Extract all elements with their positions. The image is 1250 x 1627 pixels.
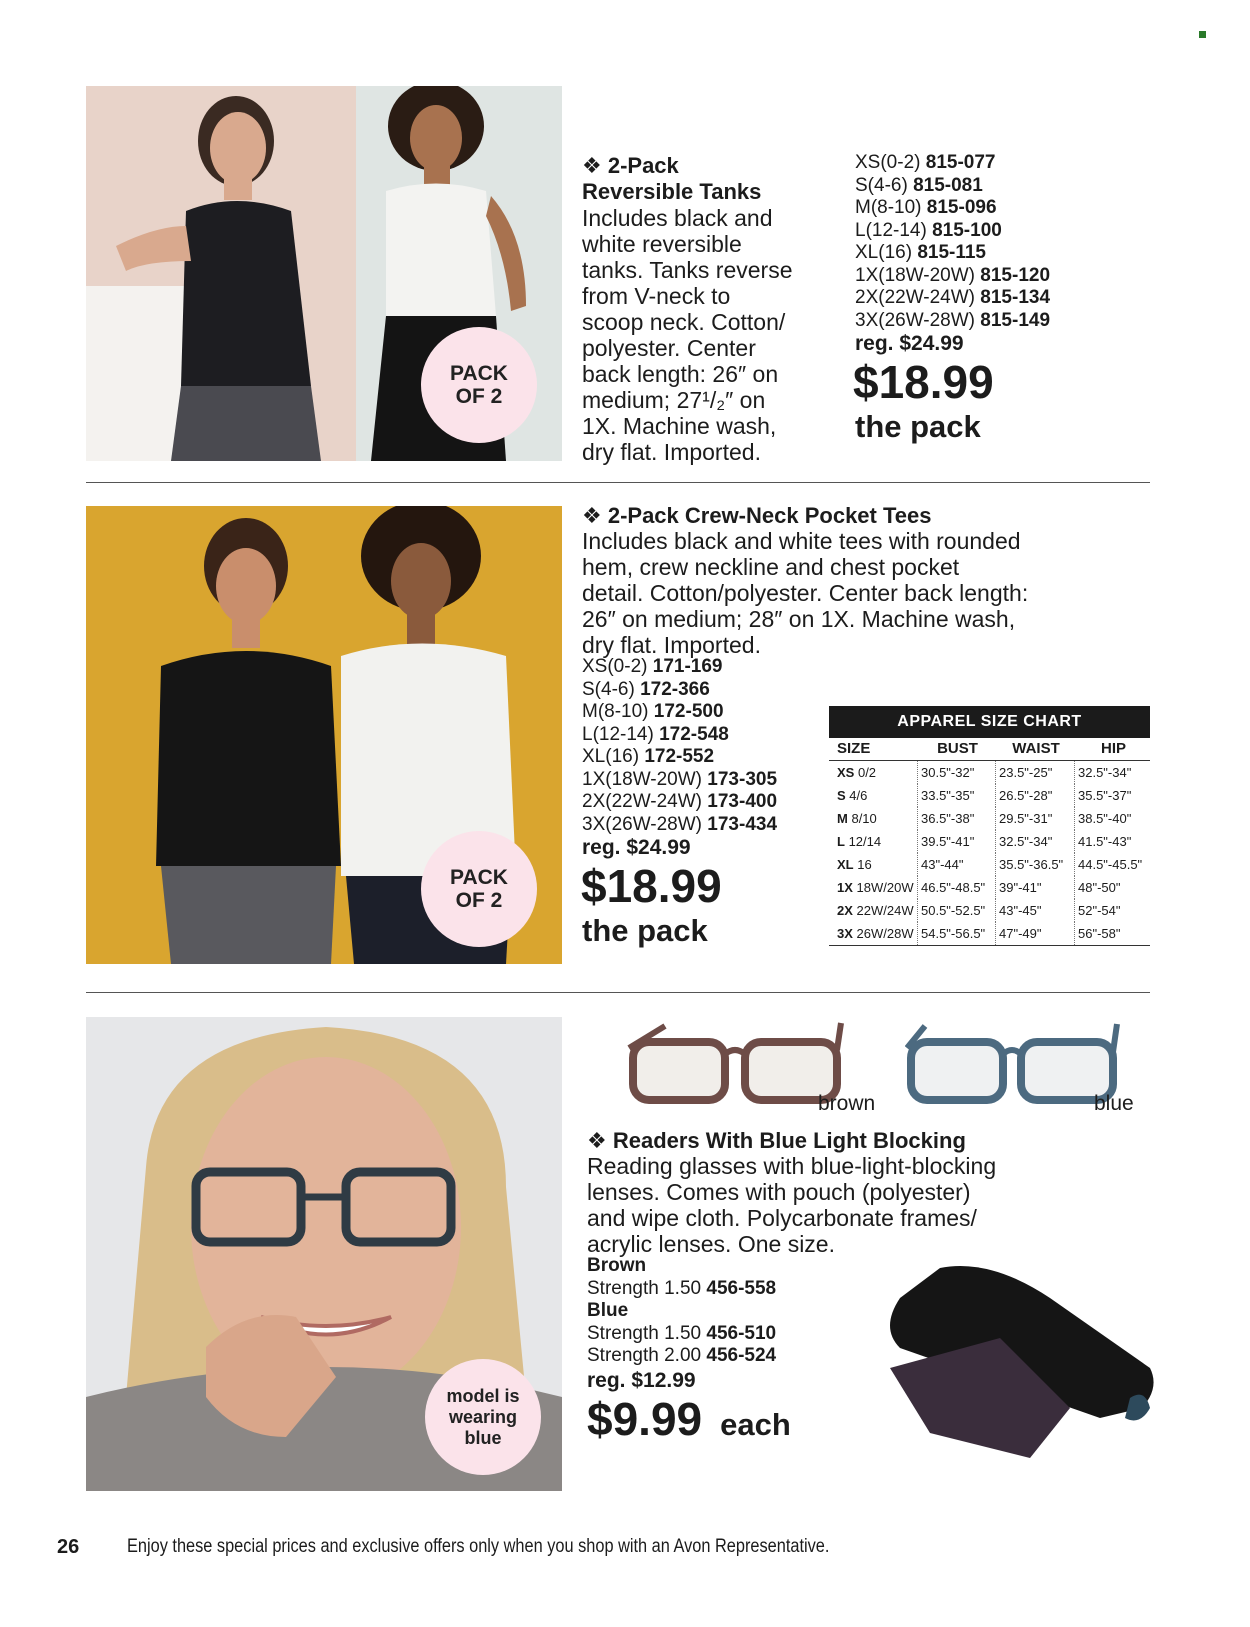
size-chart-title: APPAREL SIZE CHART (829, 706, 1150, 738)
desc-line: 1X. Machine wash, (582, 413, 777, 439)
sku-item: XL(16) 172-552 (582, 746, 715, 767)
blue-glasses-image (905, 1018, 1120, 1108)
readers-regular-price: reg. $12.99 (587, 1369, 696, 1392)
readers-description (587, 1153, 1107, 1257)
sku-item: 3X(26W-28W) 173-434 (582, 813, 778, 835)
sku-item: Strength 1.50 456-558 (587, 1277, 777, 1299)
section-divider (86, 482, 1150, 483)
desc-line: medium; 27¹/₂″ on (582, 387, 766, 413)
desc-line: hem, crew neckline and chest pocket (582, 554, 960, 580)
readers-price-block (587, 1394, 791, 1444)
tees-description (582, 528, 1142, 658)
badge-line: model is (446, 1385, 520, 1406)
tanks-regular-price: reg. $24.99 (855, 332, 964, 355)
sku-item: L(12-14) 815-100 (855, 219, 1002, 241)
sku-item: XS(0-2) 815-077 (855, 152, 996, 173)
pack-of-2-badge (421, 327, 537, 443)
size-chart-body (829, 761, 1150, 946)
desc-line: tanks. Tanks reverse (582, 257, 793, 283)
readers-sale-price: $9.99 (587, 1393, 703, 1445)
sku-item: 2X(22W-24W) 815-134 (855, 287, 1051, 308)
sku-item: 3X(26W-28W) 815-149 (855, 309, 1051, 331)
brown-label: brown (818, 1092, 876, 1115)
pack-of-2-badge (421, 831, 537, 947)
table-row: 1X 18W/20W 46.5"-48.5" 39"-41" 48"-50" (829, 876, 1150, 899)
desc-line: and wipe cloth. Polycarbonate frames/ (587, 1205, 977, 1231)
desc-line: dry flat. Imported. (582, 632, 761, 658)
desc-line: back length: 26″ on (582, 361, 779, 387)
tanks-description (582, 205, 842, 465)
sku-item: L(12-14) 172-548 (582, 723, 729, 745)
desc-line: polyester. Center (582, 335, 756, 361)
desc-line: Includes black and (582, 205, 773, 231)
desc-line: lenses. Comes with pouch (polyester) (587, 1179, 971, 1205)
table-row: L 12/14 39.5"-41" 32.5"-34" 41.5"-43" (829, 830, 1150, 853)
badge-line: OF 2 (455, 889, 503, 912)
tanks-sku-list (855, 152, 1050, 332)
blue-glasses-icon (905, 1018, 1120, 1108)
desc-line: 26″ on medium; 28″ on 1X. Machine wash, (582, 606, 1016, 632)
desc-line: scoop neck. Cotton/ (582, 309, 786, 335)
readers-title: ❖ Readers With Blue Light Blocking (587, 1128, 966, 1153)
table-row: XS 0/2 30.5"-32" 23.5"-25" 32.5"-34" (829, 761, 1150, 784)
desc-line: from V-neck to (582, 283, 731, 309)
color-heading: Blue (587, 1300, 629, 1321)
desc-line: white reversible (582, 231, 742, 257)
column-header: BUST (937, 740, 978, 757)
desc-line: Reading glasses with blue-light-blocking (587, 1153, 997, 1179)
sku-item: XS(0-2) 171-169 (582, 656, 723, 677)
table-row: 2X 22W/24W 50.5"-52.5" 43"-45" 52"-54" (829, 899, 1150, 922)
column-header: WAIST (1012, 740, 1060, 757)
model-wearing-badge (425, 1359, 541, 1475)
pouch-and-cloth-image (880, 1258, 1170, 1458)
desc-line: detail. Cotton/polyester. Center back length: (582, 580, 1029, 606)
sku-item: M(8-10) 815-096 (855, 197, 997, 218)
tees-sale-price: $18.99 (581, 860, 722, 912)
footer-disclaimer: Enjoy these special prices and exclusive offers only when you shop with an Avon Representative. (127, 1536, 830, 1557)
tees-sku-list (582, 656, 777, 836)
desc-line: acrylic lenses. One size. (587, 1231, 835, 1257)
sku-item: Strength 1.50 456-510 (587, 1322, 777, 1344)
desc-line: dry flat. Imported. (582, 439, 761, 465)
brown-glasses-image (625, 1018, 845, 1108)
tees-title: ❖ 2-Pack Crew-Neck Pocket Tees (582, 503, 932, 528)
table-row: S 4/6 33.5"-35" 26.5"-28" 35.5"-37" (829, 784, 1150, 807)
desc-line: Includes black and white tees with rounded (582, 528, 1021, 554)
badge-line: blue (464, 1427, 502, 1448)
sku-item: Strength 2.00 456-524 (587, 1345, 777, 1366)
sku-item: S(4-6) 172-366 (582, 678, 710, 700)
badge-line: PACK (450, 866, 508, 889)
tees-price-unit: the pack (582, 913, 708, 948)
badge-line: wearing (448, 1406, 518, 1427)
brown-glasses-icon (625, 1018, 845, 1108)
size-chart-header-row (829, 738, 1150, 761)
sku-item: 1X(18W-20W) 815-120 (855, 264, 1051, 286)
readers-sku-list (587, 1255, 776, 1368)
blue-label: blue (1094, 1092, 1134, 1115)
table-row: XL 16 43"-44" 35.5"-36.5" 44.5"-45.5" (829, 853, 1150, 876)
column-header: HIP (1100, 740, 1126, 757)
badge-line: PACK (450, 362, 508, 385)
tanks-price-unit: the pack (855, 409, 981, 444)
apparel-size-chart (829, 706, 1150, 946)
sku-item: M(8-10) 172-500 (582, 701, 724, 722)
tanks-title (582, 153, 761, 205)
title-line: ❖ 2-Pack (582, 153, 679, 178)
corner-mark (1199, 31, 1206, 38)
pouch-cloth-illustration (880, 1258, 1170, 1458)
page-number: 26 (57, 1536, 80, 1558)
tanks-sale-price: $18.99 (853, 356, 994, 408)
badge-line: OF 2 (455, 385, 503, 408)
column-header: SIZE (837, 740, 871, 757)
title-line: Reversible Tanks (582, 179, 762, 204)
section-divider (86, 992, 1150, 993)
sku-item: 1X(18W-20W) 173-305 (582, 768, 778, 790)
readers-price-unit: each (720, 1407, 791, 1442)
table-row: M 8/10 36.5"-38" 29.5"-31" 38.5"-40" (829, 807, 1150, 830)
tees-regular-price: reg. $24.99 (582, 836, 691, 859)
table-row: 3X 26W/28W 54.5"-56.5" 47"-49" 56"-58" (829, 922, 1150, 945)
color-heading: Brown (587, 1255, 647, 1276)
sku-item: S(4-6) 815-081 (855, 174, 983, 196)
sku-item: 2X(22W-24W) 173-400 (582, 791, 778, 812)
sku-item: XL(16) 815-115 (855, 242, 986, 263)
